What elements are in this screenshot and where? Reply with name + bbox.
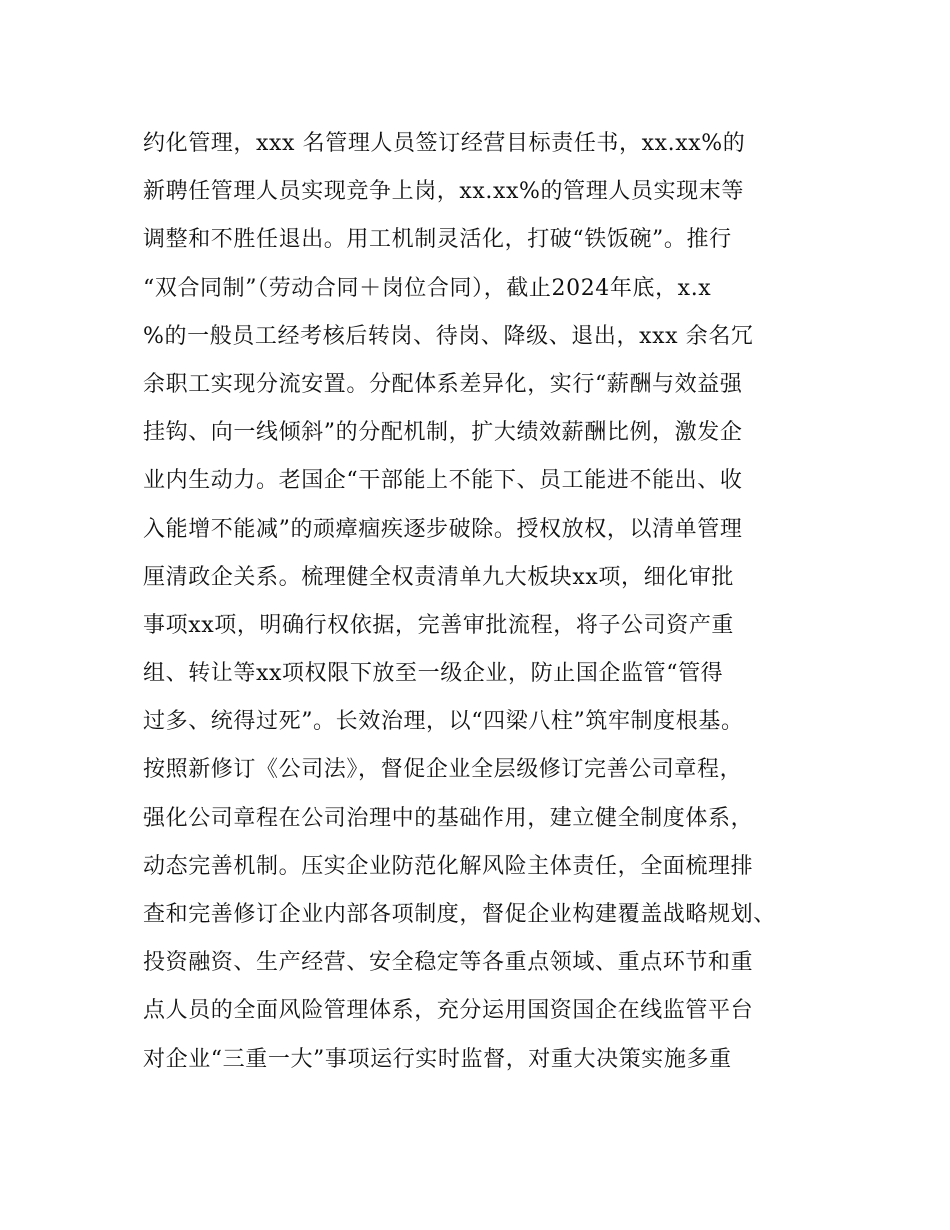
text-line: 余职工实现分流安置。分配体系差异化，实行“薪酬与效益强: [143, 371, 743, 397]
body-text: [143, 120, 843, 1084]
text-line: “双合同制”（劳动合同＋岗位合同），截止2024年底，x.x: [143, 275, 712, 301]
text-line: 新聘任管理人员实现竞争上岗，xx.xx%的管理人员实现末等: [143, 179, 744, 205]
text-line: 业内生动力。老国企“干部能上不能下、员工能进不能出、收: [143, 468, 743, 494]
text-line: 厘清政企关系。梳理健全权责清单九大板块xx项，细化审批: [143, 564, 735, 590]
text-line: 挂钩、向一线倾斜”的分配机制，扩大绩效薪酬比例，激发企: [143, 420, 743, 446]
text-line: 强化公司章程在公司治理中的基础作用，建立健全制度体系，: [143, 805, 754, 831]
text-line: 投资融资、生产经营、安全稳定等各重点领域、重点环节和重: [143, 950, 754, 976]
text-line: 按照新修订《公司法》，督促企业全层级修订完善公司章程，: [143, 757, 743, 783]
text-line: 对企业“三重一大”事项运行实时监督，对重大决策实施多重: [143, 1046, 732, 1072]
text-line: 点人员的全面风险管理体系，充分运用国资国企在线监管平台: [143, 998, 754, 1024]
text-line: 动态完善机制。压实企业防范化解风险主体责任，全面梳理排: [143, 853, 754, 879]
text-line: 事项xx项，明确行权依据，完善审批流程，将子公司资产重: [143, 612, 735, 638]
text-line: 过多、统得过死”。长效治理，以“四梁八柱”筑牢制度根基。: [143, 709, 744, 735]
text-line: 调整和不胜任退出。用工机制灵活化，打破“铁饭碗”。推行: [143, 227, 732, 253]
text-line: 入能增不能减”的顽瘴痼疾逐步破除。授权放权，以清单管理: [143, 516, 743, 542]
text-line: 约化管理，xxx 名管理人员签订经营目标责任书，xx.xx%的: [143, 131, 746, 156]
text-line: 组、转让等xx项权限下放至一级企业，防止国企监管“管得: [143, 661, 724, 687]
text-line: %的一般员工经考核后转岗、待岗、降级、退出，xxx 余名冗: [143, 323, 754, 349]
text-line: 查和完善修订企业内部各项制度，督促企业构建覆盖战略规划、: [143, 902, 776, 927]
